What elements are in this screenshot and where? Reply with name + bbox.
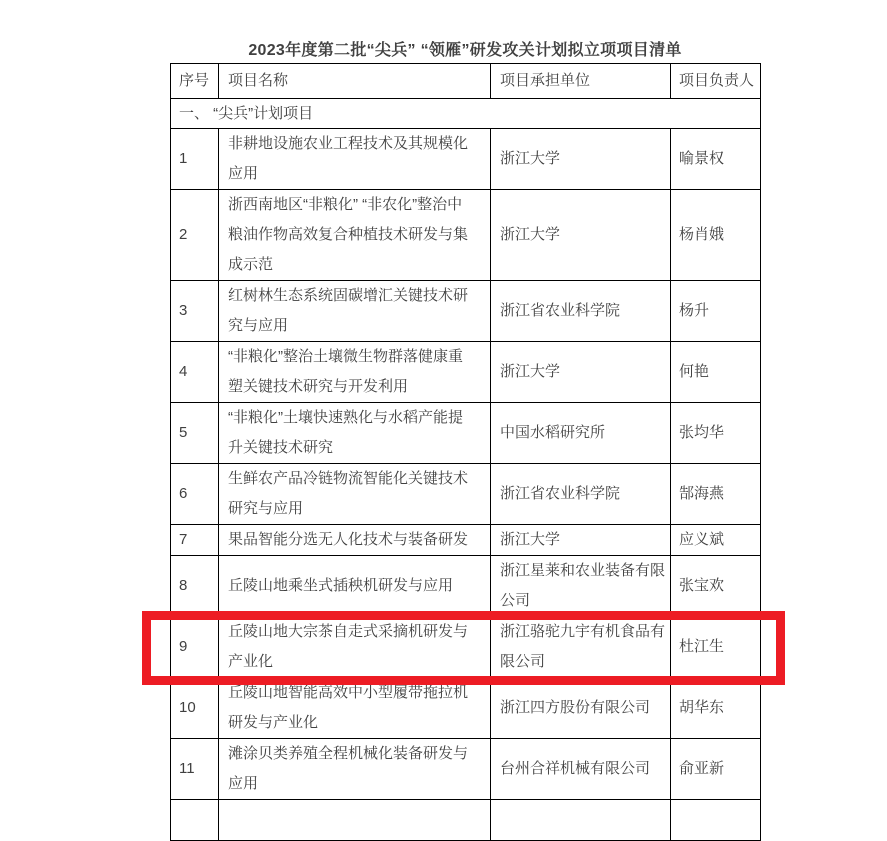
cell-name: 非耕地设施农业工程技术及其规模化应用 [219,129,491,190]
cell-num: 4 [171,342,219,403]
table-row [171,281,761,342]
table-row [171,129,761,190]
cell-name: 丘陵山地乘坐式插秧机研发与应用 [219,556,491,617]
cell-num: 6 [171,464,219,525]
table-header-row [171,64,761,99]
table-row [171,342,761,403]
section-row [171,99,761,129]
cell-name: 果品智能分选无人化技术与装备研发 [219,525,491,556]
cell-leader [671,800,761,841]
cell-leader: 杜江生 [671,617,761,678]
table-row [171,678,761,739]
table-row [171,525,761,556]
cell-leader: 喻景权 [671,129,761,190]
cell-leader: 张宝欢 [671,556,761,617]
cell-leader: 杨升 [671,281,761,342]
table-row-highlighted [171,617,761,678]
cell-unit: 浙江星莱和农业装备有限公司 [491,556,671,617]
cell-leader: 胡华东 [671,678,761,739]
cell-num: 8 [171,556,219,617]
project-table-body [171,99,761,841]
page-title: 2023年度第二批“尖兵” “领雁”研发攻关计划拟立项项目清单 [248,42,682,59]
cell-leader: 俞亚新 [671,739,761,800]
column-header-leader: 项目负责人 [671,64,761,99]
project-table [170,63,761,841]
cell-name: 红树林生态系统固碳增汇关键技术研究与应用 [219,281,491,342]
cell-name: 生鲜农产品冷链物流智能化关键技术研究与应用 [219,464,491,525]
cell-num: 9 [171,617,219,678]
cell-leader: 杨肖娥 [671,190,761,281]
cell-name [219,800,491,841]
table-row [171,739,761,800]
cell-name: “非粮化”整治土壤微生物群落健康重塑关键技术研究与开发利用 [219,342,491,403]
cell-unit: 浙江省农业科学院 [491,464,671,525]
cell-leader: 郜海燕 [671,464,761,525]
cell-unit: 浙江大学 [491,525,671,556]
table-row [171,190,761,281]
cell-name: 浙西南地区“非粮化” “非农化”整治中粮油作物高效复合种植技术研发与集成示范 [219,190,491,281]
cell-num: 1 [171,129,219,190]
cell-num: 7 [171,525,219,556]
cell-unit: 台州合祥机械有限公司 [491,739,671,800]
cell-name: 滩涂贝类养殖全程机械化装备研发与应用 [219,739,491,800]
column-header-num: 序号 [171,64,219,99]
cell-name: 丘陵山地智能高效中小型履带拖拉机研发与产业化 [219,678,491,739]
section-label: 一、 “尖兵”计划项目 [171,99,761,129]
cell-num: 5 [171,403,219,464]
table-row [171,464,761,525]
cell-unit: 中国水稻研究所 [491,403,671,464]
cell-unit: 浙江大学 [491,190,671,281]
cell-name: 丘陵山地大宗茶自走式采摘机研发与产业化 [219,617,491,678]
cell-num: 3 [171,281,219,342]
partial-next-row [171,800,761,841]
cell-num: 2 [171,190,219,281]
column-header-unit: 项目承担单位 [491,64,671,99]
table-row [171,403,761,464]
cell-num [171,800,219,841]
cell-unit: 浙江四方股份有限公司 [491,678,671,739]
cell-leader: 何艳 [671,342,761,403]
cell-unit: 浙江大学 [491,129,671,190]
cell-leader: 应义斌 [671,525,761,556]
column-header-name: 项目名称 [219,64,491,99]
table-row [171,556,761,617]
cell-num: 11 [171,739,219,800]
cell-name: “非粮化”土壤快速熟化与水稻产能提升关键技术研究 [219,403,491,464]
cell-unit [491,800,671,841]
cell-unit: 浙江省农业科学院 [491,281,671,342]
cell-unit: 浙江骆驼九宇有机食品有限公司 [491,617,671,678]
cell-leader: 张均华 [671,403,761,464]
cell-num: 10 [171,678,219,739]
cell-unit: 浙江大学 [491,342,671,403]
